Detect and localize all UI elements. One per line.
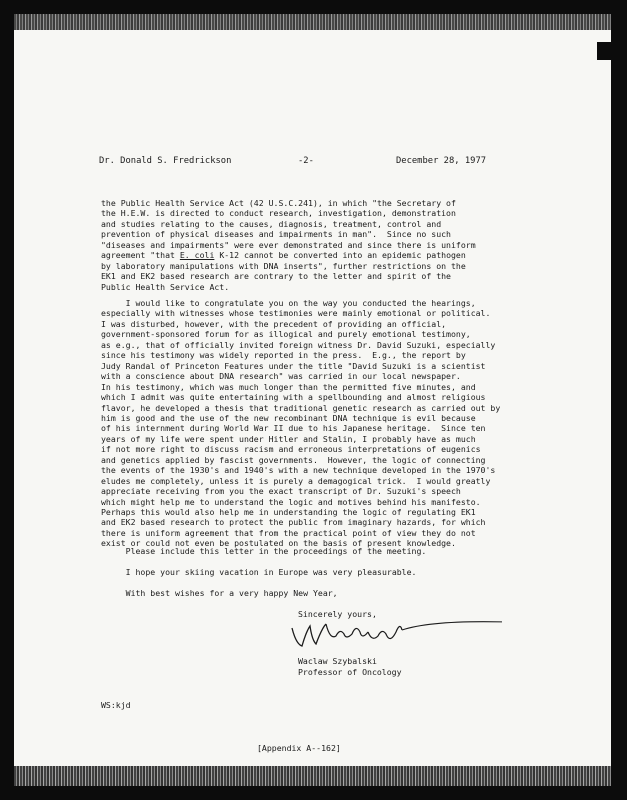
text-line: of his internment during World War II due to his Japanese heritage. Since ten: [101, 423, 486, 434]
addressee: Dr. Donald S. Fredrickson: [99, 156, 232, 166]
text-line: agreement "that E. coli K-12 cannot be converted into an epidemic pathogen: [101, 250, 466, 261]
letter-date: December 28, 1977: [396, 156, 487, 166]
text-line: prevention of physical diseases and impairments in man". Since no such: [101, 229, 451, 240]
text-line: the events of the 1930's and 1940's with a new technique developed in the 1970's: [101, 465, 496, 476]
scan-notch: [597, 42, 611, 60]
text-line: and EK2 based research to protect the public from imaginary hazards, for which: [101, 517, 486, 528]
text-line: by laboratory manipulations with DNA inserts", further restrictions on the: [101, 260, 466, 271]
salutation: Sincerely yours,: [298, 609, 377, 619]
text-line: EK1 and EK2 based research are contrary to the letter and spirit of the: [101, 271, 451, 282]
text-line: him is good and the use of the new recombinant DNA technique is evil because: [101, 412, 476, 423]
text-line: especially with witnesses whose testimonies were mainly emotional or political.: [101, 308, 491, 319]
text-line: as e.g., that of officially invited foreign witness Dr. David Suzuki, especially: [101, 339, 496, 350]
paragraph-3: Please include this letter in the proceedings of the meeting.: [101, 546, 427, 556]
text-line: flavor, he developed a thesis that traditional genetic research as carried out by: [101, 402, 501, 413]
appendix-reference: [Appendix A--162]: [257, 743, 341, 753]
page-number: -2-: [298, 156, 314, 166]
text-line: since his testimony was widely reported in the press. E.g., the report by: [101, 350, 466, 361]
text-line: the Public Health Service Act (42 U.S.C.241), in which "the Secretary of: [101, 198, 456, 208]
text-line: exist or could not even be postulated on the basis of present knowledge.: [101, 538, 456, 549]
text-line: In his testimony, which was much longer than the permitted five minutes, and: [101, 381, 476, 392]
text-line: appreciate receiving from you the exact transcript of Dr. Suzuki's speech: [101, 486, 461, 497]
text-line: and genetics applied by fascist governments. However, the logic of connecting: [101, 454, 486, 465]
scan-edge-top: [14, 14, 611, 30]
scan-edge-bottom: [14, 766, 611, 786]
text-line: Perhaps this would also help me in understanding the logic of regulating EK1: [101, 507, 476, 517]
text-line: government-sponsored forum for as illogical and purely emotional testimony,: [101, 329, 471, 340]
text-line: I was disturbed, however, with the precedent of providing an official,: [101, 318, 447, 329]
text-line: with a conscience about DNA research" was carried in our local newspaper.: [101, 371, 461, 382]
signer-title: Professor of Oncology: [298, 667, 402, 677]
text-line: there is uniform agreement that from the practical point of view they do not: [101, 527, 476, 538]
signature-image: [282, 610, 502, 654]
text-line: which might help me to understand the logic and motives behind his manifesto.: [101, 496, 481, 507]
text-line: Public Health Service Act.: [101, 281, 230, 292]
letter-page: [14, 14, 611, 786]
text-line: years of my life were spent under Hitler and Stalin, I probably have as much: [101, 433, 476, 444]
text-line: and studies relating to the causes, diagnosis, treatment, control and: [101, 218, 442, 229]
text-line: if not more right to discuss racism and erroneous interpretations of eugenics: [101, 444, 481, 455]
text-line: I would like to congratulate you on the way you conducted the hearings,: [101, 298, 476, 308]
paragraph-5: With best wishes for a very happy New Year,: [101, 588, 338, 598]
text-line: which I admit was quite entertaining with a spellbounding and almost religious: [101, 392, 486, 403]
underlined-term: E. coli: [179, 250, 215, 261]
typist-initials: WS:kjd: [101, 700, 131, 710]
text-line: "diseases and impairments" were ever demonstrated and since there is uniform: [101, 239, 476, 250]
text-line: Judy Randal of Princeton Features under the title "David Suzuki is a scientist: [101, 360, 486, 371]
text-line: the H.E.W. is directed to conduct research, investigation, demonstration: [101, 208, 456, 219]
signer-name: Waclaw Szybalski: [298, 656, 377, 666]
text-line: eludes me completely, unless it is purely a demagogical trick. I would greatly: [101, 475, 491, 486]
paragraph-4: I hope your skiing vacation in Europe was very pleasurable.: [101, 567, 417, 577]
